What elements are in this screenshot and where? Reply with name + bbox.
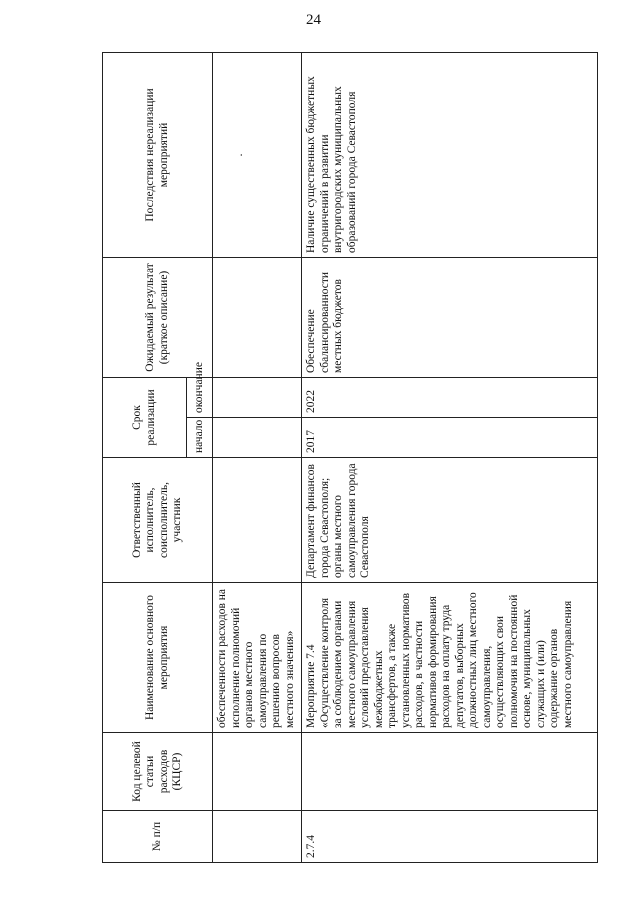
row-start: 2017 <box>302 418 598 458</box>
table-row <box>302 53 598 863</box>
continuation-consequences-cell <box>213 53 302 258</box>
cell <box>213 458 302 583</box>
row-code <box>302 733 598 811</box>
continuation-name-cell: обеспеченности расходов на исполнение полномочий органов местного самоуправления по решению вопросов местного значения» <box>213 583 302 733</box>
row-end: 2022 <box>302 378 598 418</box>
cell <box>213 418 302 458</box>
header-start: начало <box>187 418 213 458</box>
header-code: Код целевой статьи расходов (КЦСР) <box>103 733 213 811</box>
table-header-row <box>103 53 187 863</box>
header-name: Наименование основного мероприятия <box>103 583 213 733</box>
cell <box>213 258 302 378</box>
header-consequences: Последствия нереализации мероприятий <box>103 53 213 258</box>
header-num: № п/п <box>103 811 213 863</box>
row-name: Мероприятие 7.4 «Осуществление контроля за соблюдением органами местного самоуправления условий предоставления межбюджетных трансфертов, а также установленных нормативов расходов, в частности нормативов формирования расходов на оплату труда депутатов, выборных должностных лиц местного самоуправления, осуществляющих свои полномочия на постоянной основе, муниципальных служащих и (или) содержание органов местного самоуправления <box>302 583 598 733</box>
continuation-row <box>213 53 302 863</box>
row-responsible: Департамент финансов города Севастополя; органы местного самоуправления города Севастополя <box>302 458 598 583</box>
header-end: окончание <box>187 378 213 418</box>
cell <box>213 733 302 811</box>
rotated-table-container <box>102 53 598 863</box>
header-result: Ожидаемый результат (краткое описание) <box>103 258 213 378</box>
program-measures-table <box>102 52 598 863</box>
cell <box>213 811 302 863</box>
row-consequences: Наличие существенных бюджетных ограничений в развитии внутригородских муниципальных образований города Севастополя <box>302 53 598 258</box>
page-number: 24 <box>306 12 321 28</box>
stray-mark: · <box>236 153 248 157</box>
cell <box>213 378 302 418</box>
row-num: 2.7.4 <box>302 811 598 863</box>
row-result: Обеспечение сбалансированности местных бюджетов <box>302 258 598 378</box>
header-period: Срок реализации <box>103 378 187 458</box>
header-responsible: Ответственный исполнитель, соисполнитель, участник <box>103 458 213 583</box>
